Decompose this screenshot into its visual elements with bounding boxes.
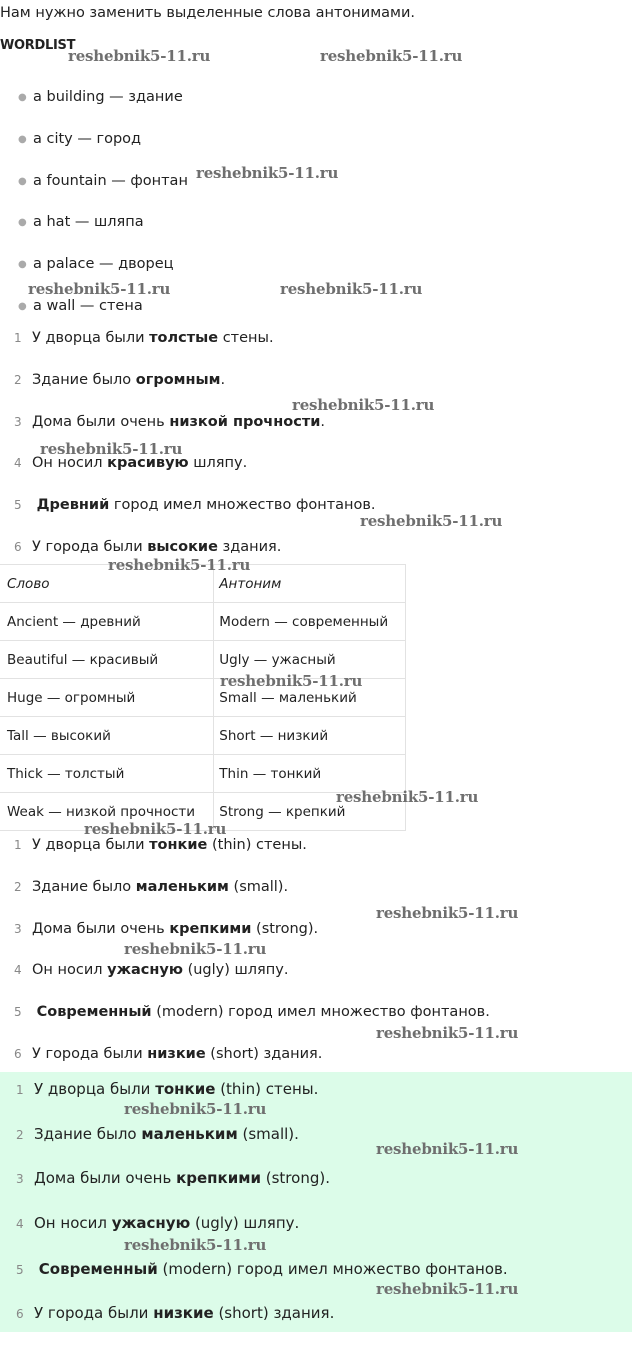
task-sentence <box>14 372 225 388</box>
watermark: reshebnik5-11.ru <box>336 788 479 806</box>
item-number: 3 <box>14 415 22 429</box>
answer-sentence <box>14 879 288 895</box>
item-number: 3 <box>16 1172 24 1186</box>
final-answer-sentence <box>16 1169 330 1187</box>
wordlist-item <box>18 298 143 314</box>
bullet-icon: ● <box>18 91 27 103</box>
table-cell: Small — маленький <box>214 679 406 717</box>
wordlist-item <box>18 131 141 147</box>
wordlist-item-text: a palace — дворец <box>33 256 174 272</box>
item-number: 6 <box>14 1047 22 1061</box>
table-cell: Short — низкий <box>214 717 406 755</box>
watermark: reshebnik5-11.ru <box>360 512 503 530</box>
sentence-text: (strong). <box>251 921 319 937</box>
watermark: reshebnik5-11.ru <box>376 1280 519 1298</box>
item-number: 2 <box>16 1128 24 1142</box>
table-header: Слово <box>0 565 214 603</box>
bullet-icon: ● <box>18 300 27 312</box>
item-number: 4 <box>16 1217 24 1231</box>
watermark: reshebnik5-11.ru <box>68 47 211 65</box>
sentence-text: Он носил <box>34 1214 112 1232</box>
wordlist-item <box>18 173 188 189</box>
sentence-text: У города были <box>34 1304 154 1322</box>
sentence-text: У города были <box>32 1046 148 1062</box>
sentence-text: стены. <box>218 330 274 346</box>
table-row <box>0 603 406 641</box>
task-sentence <box>14 414 325 430</box>
intro-text: Нам нужно заменить выделенные слова антонимами. <box>0 5 415 21</box>
watermark: reshebnik5-11.ru <box>84 820 227 838</box>
highlighted-word: толстые <box>149 330 219 346</box>
wordlist-item <box>18 256 174 272</box>
table-cell: Strong — крепкий <box>214 793 406 831</box>
answer-sentence <box>14 962 288 978</box>
item-number: 5 <box>14 1005 22 1019</box>
item-number: 6 <box>14 540 22 554</box>
sentence-text: Он носил <box>32 962 108 978</box>
item-number: 5 <box>16 1263 24 1277</box>
table-cell: Ugly — ужасный <box>214 641 406 679</box>
highlighted-word: тонкие <box>149 837 208 853</box>
bullet-icon: ● <box>18 216 27 228</box>
table-cell: Weak — низкой прочности <box>0 793 214 831</box>
sentence-text: Здание было <box>32 372 136 388</box>
task-sentence <box>14 497 376 513</box>
sentence-text: Дома были очень <box>32 921 170 937</box>
wordlist-item-text: a wall — стена <box>33 298 143 314</box>
task-sentence <box>14 539 281 555</box>
sentence-text: У дворца были <box>34 1080 156 1098</box>
watermark: reshebnik5-11.ru <box>220 672 363 690</box>
item-number: 1 <box>14 331 22 345</box>
table-cell: Tall — высокий <box>0 717 214 755</box>
watermark: reshebnik5-11.ru <box>320 47 463 65</box>
watermark: reshebnik5-11.ru <box>28 280 171 298</box>
highlighted-word: маленьким <box>141 1125 238 1143</box>
item-number: 2 <box>14 880 22 894</box>
item-number: 1 <box>16 1083 24 1097</box>
table-row <box>0 755 406 793</box>
sentence-text: (thin) стены. <box>207 837 307 853</box>
item-number: 5 <box>14 498 22 512</box>
highlighted-word: Древний <box>36 497 110 513</box>
highlighted-word: высокие <box>147 539 218 555</box>
highlighted-word: низкие <box>147 1046 206 1062</box>
task-sentence <box>14 330 274 346</box>
final-answer-sentence <box>16 1214 299 1232</box>
final-answer-sentence <box>16 1304 334 1322</box>
sentence-text: (thin) стены. <box>215 1080 319 1098</box>
final-answer-sentence <box>16 1125 299 1143</box>
sentence-text: Здание было <box>34 1125 142 1143</box>
sentence-text: (short) здания. <box>205 1046 323 1062</box>
sentence-text: (strong). <box>260 1169 330 1187</box>
sentence-text: (modern) город имел множество фонтанов. <box>151 1004 490 1020</box>
wordlist-item-text: a fountain — фонтан <box>33 173 188 189</box>
answer-sentence <box>14 1046 322 1062</box>
watermark: reshebnik5-11.ru <box>280 280 423 298</box>
watermark: reshebnik5-11.ru <box>124 940 267 958</box>
highlighted-word: низкой прочности <box>169 414 321 430</box>
sentence-text: У дворца были <box>32 330 150 346</box>
highlighted-word: Современный <box>38 1260 158 1278</box>
wordlist-item <box>18 89 183 105</box>
wordlist-item-text: a city — город <box>33 131 142 147</box>
watermark: reshebnik5-11.ru <box>108 556 251 574</box>
table-cell: Huge — огромный <box>0 679 214 717</box>
table-cell: Thin — тонкий <box>214 755 406 793</box>
sentence-text: (ugly) шляпу. <box>190 1214 300 1232</box>
table-header: Антоним <box>214 565 406 603</box>
sentence-text: У дворца были <box>32 837 150 853</box>
sentence-text: У города были <box>32 539 148 555</box>
highlighted-word: тонкие <box>155 1080 216 1098</box>
watermark: reshebnik5-11.ru <box>124 1100 267 1118</box>
wordlist-title: WORDLIST <box>0 38 76 53</box>
bullet-icon: ● <box>18 133 27 145</box>
bullet-icon: ● <box>18 175 27 187</box>
table-row <box>0 717 406 755</box>
watermark: reshebnik5-11.ru <box>196 164 339 182</box>
item-number: 3 <box>14 922 22 936</box>
sentence-text: Дома были очень <box>32 414 170 430</box>
sentence-text: (modern) город имел множество фонтанов. <box>157 1260 508 1278</box>
highlighted-word: ужасную <box>107 962 183 978</box>
watermark: reshebnik5-11.ru <box>292 396 435 414</box>
table-cell: Thick — толстый <box>0 755 214 793</box>
wordlist-item-text: a hat — шляпа <box>33 214 144 230</box>
item-number: 6 <box>16 1307 24 1321</box>
wordlist-item <box>18 214 144 230</box>
sentence-text: здания. <box>217 539 282 555</box>
watermark: reshebnik5-11.ru <box>40 440 183 458</box>
highlighted-word: красивую <box>107 455 189 471</box>
wordlist-item-text: a building — здание <box>33 89 183 105</box>
sentence-text: Дома были очень <box>34 1169 177 1187</box>
final-answer-sentence <box>16 1260 508 1278</box>
highlighted-word: маленьким <box>135 879 229 895</box>
sentence-text: город имел множество фонтанов. <box>109 497 376 513</box>
highlighted-word: крепкими <box>176 1169 261 1187</box>
item-number: 1 <box>14 838 22 852</box>
answer-sentence <box>14 921 318 937</box>
sentence-text: (small). <box>228 879 289 895</box>
highlighted-word: ужасную <box>111 1214 191 1232</box>
highlighted-word: огромным <box>135 372 221 388</box>
answer-sentence <box>14 1004 490 1020</box>
sentence-text: (short) здания. <box>213 1304 335 1322</box>
table-cell: Ancient — древний <box>0 603 214 641</box>
watermark: reshebnik5-11.ru <box>376 904 519 922</box>
item-number: 4 <box>14 963 22 977</box>
final-answer-sentence <box>16 1080 318 1098</box>
item-number: 4 <box>14 456 22 470</box>
highlighted-word: крепкими <box>169 921 252 937</box>
watermark: reshebnik5-11.ru <box>376 1024 519 1042</box>
table-cell: Modern — современный <box>214 603 406 641</box>
sentence-text: . <box>320 414 326 430</box>
watermark: reshebnik5-11.ru <box>124 1236 267 1254</box>
sentence-text: шляпу. <box>188 455 248 471</box>
watermark: reshebnik5-11.ru <box>376 1140 519 1158</box>
answer-sentence <box>14 837 307 853</box>
sentence-text: . <box>220 372 226 388</box>
final-answer-block <box>0 1072 632 1332</box>
item-number: 2 <box>14 373 22 387</box>
table-cell: Beautiful — красивый <box>0 641 214 679</box>
sentence-text: Он носил <box>32 455 108 471</box>
sentence-text: (ugly) шляпу. <box>182 962 289 978</box>
bullet-icon: ● <box>18 258 27 270</box>
sentence-text: Здание было <box>32 879 136 895</box>
sentence-text: (small). <box>237 1125 299 1143</box>
highlighted-word: низкие <box>153 1304 214 1322</box>
highlighted-word: Современный <box>36 1004 152 1020</box>
